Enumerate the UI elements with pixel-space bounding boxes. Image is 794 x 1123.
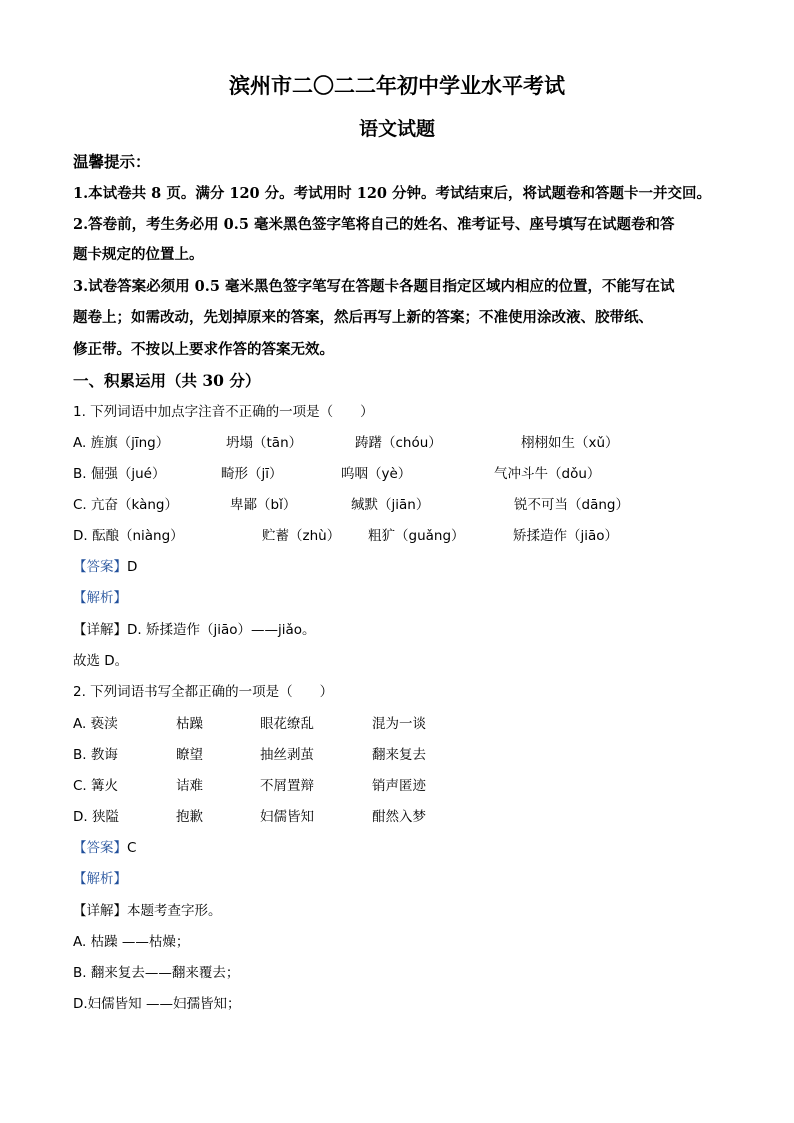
q2-option-b-word-3: 抽丝剥茧 [260, 747, 314, 763]
q1-option-b-word-4: 气冲斗牛（dǒu） [494, 466, 601, 482]
q1-option-b-word-3: 呜咽（yè） [341, 466, 412, 482]
notice-item-3-line-1: 3.试卷答案必须用 0.5 毫米黑色签字笔写在答题卡各题目指定区域内相应的位置，不能写在试 [73, 278, 675, 295]
q2-option-a-word-3: 眼花缭乱 [260, 716, 314, 732]
q2-option-d-word-1: D. 狭隘 [73, 809, 119, 825]
q1-option-c-word-4: 锐不可当（dāng） [514, 497, 629, 513]
question-2-stem: 2. 下列词语书写全都正确的一项是（ ） [73, 684, 334, 700]
notice-heading: 温馨提示： [73, 152, 151, 171]
q1-option-b-word-1: B. 倔强（jué） [73, 466, 166, 482]
q2-option-d-word-3: 妇儒皆知 [260, 809, 314, 825]
q1-option-a-word-2: 坍塌（tān） [226, 435, 303, 451]
notice-item-3-line-3: 修正带。不按以上要求作答的答案无效。 [73, 341, 334, 358]
q1-option-d-word-2: 贮蓄（zhù） [262, 528, 341, 544]
q1-conclusion: 故选 D。 [73, 653, 129, 669]
q2-detail [73, 899, 222, 919]
q1-option-a-word-3: 踌躇（chóu） [355, 435, 442, 451]
detail-tag: 【详解】 [73, 622, 127, 638]
notice-item-3-line-2: 题卷上；如需改动，先划掉原来的答案，然后再写上新的答案；不准使用涂改液、胶带纸、 [73, 309, 653, 326]
q2-option-c-word-1: C. 篝火 [73, 778, 119, 794]
q2-option-a-word-2: 枯躁 [176, 716, 203, 732]
q2-option-c-word-3: 不屑置辩 [260, 778, 314, 794]
q2-option-c-word-2: 诘难 [176, 778, 203, 794]
detail-text: D. 矫揉造作（jiāo）——jiǎo。 [127, 622, 316, 638]
q1-detail [73, 618, 316, 638]
analysis-tag: 【解析】 [73, 590, 127, 606]
q2-analysis-tag [73, 867, 127, 887]
answer-value: D [127, 559, 138, 575]
notice-item-1: 1.本试卷共 8 页。满分 120 分。考试用时 120 分钟。考试结束后，将试题卷和答题卡一并交回。 [73, 185, 712, 202]
q1-option-b-word-2: 畸形（jī） [221, 466, 283, 482]
q2-option-c-word-4: 销声匿迹 [372, 778, 426, 794]
q2-option-d-word-2: 抱歉 [176, 809, 203, 825]
exam-subtitle: 语文试题 [358, 118, 435, 140]
q2-option-a-word-4: 混为一谈 [372, 716, 426, 732]
q1-answer [73, 555, 137, 575]
answer-value: C [127, 840, 137, 856]
answer-tag: 【答案】 [73, 840, 127, 856]
notice-item-2-line-2: 题卡规定的位置上。 [73, 246, 204, 263]
q1-option-c-word-2: 卑鄙（bǐ） [230, 497, 297, 513]
q2-option-d-word-4: 酣然入梦 [372, 809, 426, 825]
q2-option-a-word-1: A. 亵渎 [73, 716, 118, 732]
question-1-stem: 1. 下列词语中加点字注音不正确的一项是（ ） [73, 404, 374, 420]
q1-option-a-word-1: A. 旌旗（jīng） [73, 435, 170, 451]
q1-option-a-word-4: 栩栩如生（xǔ） [521, 435, 619, 451]
exam-title: 滨州市二〇二二年初中学业水平考试 [229, 73, 565, 98]
q1-option-d-word-1: D. 酝酿（niàng） [73, 528, 184, 544]
q2-option-b-word-4: 翻来复去 [372, 747, 426, 763]
q1-option-d-word-3: 粗犷（guǎng） [368, 528, 465, 544]
q1-option-d-word-4: 矫揉造作（jiāo） [513, 528, 619, 544]
q1-option-c-word-3: 缄默（jiān） [351, 497, 430, 513]
answer-tag: 【答案】 [73, 559, 127, 575]
q2-fix-d: D.妇儒皆知 ——妇孺皆知； [73, 996, 241, 1012]
detail-tag: 【详解】 [73, 903, 127, 919]
q2-fix-a: A. 枯躁 ——枯燥； [73, 934, 190, 950]
q1-analysis-tag [73, 586, 127, 606]
q1-option-c-word-1: C. 亢奋（kàng） [73, 497, 178, 513]
q2-option-b-word-2: 瞭望 [176, 747, 203, 763]
notice-item-2-line-1: 2.答卷前，考生务必用 0.5 毫米黑色签字笔将自己的姓名、准考证号、座号填写在试题卷和答 [73, 216, 675, 233]
analysis-tag: 【解析】 [73, 871, 127, 887]
section-heading: 一、积累运用（共 30 分） [73, 371, 261, 390]
detail-text: 本题考查字形。 [127, 903, 222, 919]
q2-answer [73, 836, 136, 856]
q2-fix-b: B. 翻来复去——翻来覆去； [73, 965, 240, 981]
q2-option-b-word-1: B. 教诲 [73, 747, 118, 763]
